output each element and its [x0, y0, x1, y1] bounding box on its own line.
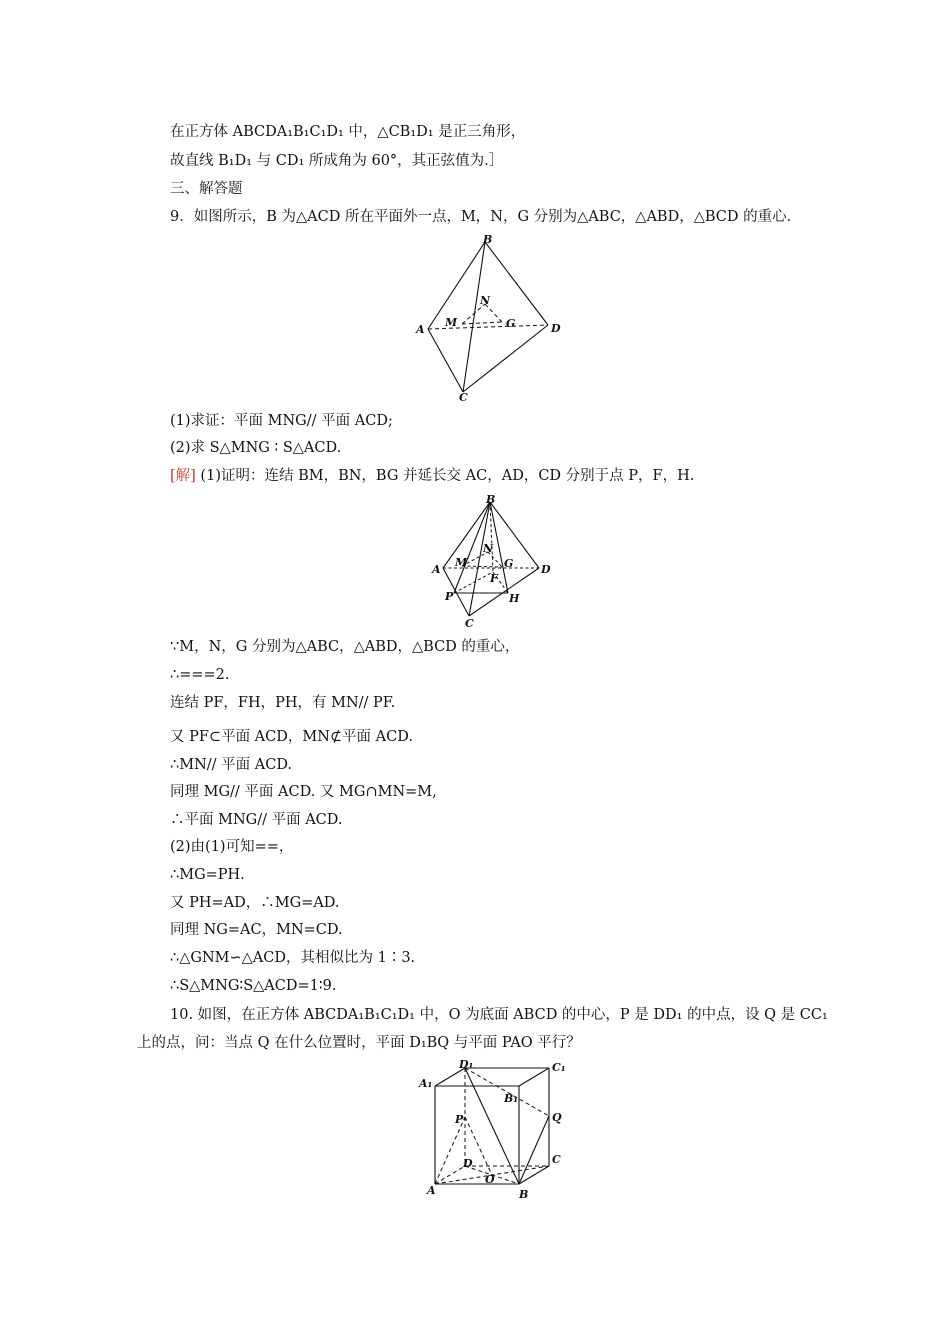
- fig3-label-A: A: [427, 1184, 436, 1197]
- fig1-label-G: G: [506, 317, 516, 330]
- proof-line-1: ∵M，N，G 分别为△ABC，△ABD，△BCD 的重心，: [170, 639, 520, 655]
- proof-line-12: ∴△GNM∽△ACD，其相似比为 1∶3.: [170, 950, 416, 966]
- proof-line-7: ∴平面 MNG// 平面 ACD.: [170, 812, 343, 828]
- figure-tetrahedron-1: [410, 232, 570, 407]
- fig2-label-A: A: [432, 563, 441, 576]
- solution-start: [170, 466, 694, 486]
- fig2-label-H: H: [509, 592, 520, 605]
- problem-10-line-2: 上的点，问：当点 Q 在什么位置时，平面 D₁BQ 与平面 PAO 平行？: [137, 1035, 581, 1051]
- fig2-label-G: G: [504, 557, 514, 570]
- figure-cube: [415, 1058, 575, 1203]
- proof-line-2: ∴===2.: [170, 667, 230, 683]
- fig1-label-C: C: [459, 391, 468, 404]
- proof-line-8: (2)由(1)可知==，: [170, 839, 294, 855]
- text-line-1: 在正方体 ABCDA₁B₁C₁D₁ 中，△CB₁D₁ 是正三角形，: [170, 124, 526, 140]
- fig1-label-A: A: [416, 323, 425, 336]
- fig3-label-A1: A₁: [419, 1077, 433, 1090]
- fig3-label-C: C: [552, 1153, 561, 1166]
- figure-tetrahedron-2: [428, 490, 558, 630]
- fig3-label-P: P: [455, 1113, 464, 1126]
- fig2-label-M: M: [455, 556, 468, 569]
- fig3-label-B: B: [519, 1188, 529, 1201]
- proof-line-3: 连结 PF，FH，PH，有 MN// PF.: [170, 695, 396, 711]
- solution-tag: [解]: [170, 468, 196, 484]
- proof-line-5: ∴MN// 平面 ACD.: [170, 757, 293, 773]
- proof-line-10: 又 PH=AD，∴MG=AD.: [170, 895, 340, 911]
- text-line-2: 故直线 B₁D₁ 与 CD₁ 所成角为 60°，其正弦值为.］: [170, 153, 504, 169]
- proof-line-4: 又 PF⊂平面 ACD，MN⊄平面 ACD.: [170, 729, 413, 745]
- fig3-label-O: O: [485, 1173, 495, 1186]
- fig2-label-F: F: [490, 572, 498, 585]
- question-1: (1)求证：平面 MNG// 平面 ACD;: [170, 413, 393, 429]
- fig3-label-B1: B₁: [504, 1092, 519, 1105]
- problem-10-line-1: 10. 如图，在正方体 ABCDA₁B₁C₁D₁ 中，O 为底面 ABCD 的中心，P 是 DD₁ 的中点，设 Q 是 CC₁: [170, 1007, 828, 1023]
- fig2-label-N: N: [483, 542, 494, 555]
- fig3-label-Q: Q: [552, 1111, 562, 1124]
- section-heading: 三、解答题: [170, 181, 243, 197]
- fig3-label-C1: C₁: [552, 1061, 566, 1074]
- fig3-label-D: D: [463, 1157, 473, 1170]
- solution-text: (1)证明：连结 BM，BN，BG 并延长交 AC，AD，CD 分别于点 P，F，H.: [195, 468, 695, 484]
- problem-9: 9．如图所示，B 为△ACD 所在平面外一点，M，N，G 分别为△ABC，△ABD，△BCD 的重心．: [170, 209, 802, 225]
- proof-line-9: ∴MG=PH.: [170, 867, 245, 883]
- fig2-label-P: P: [445, 590, 454, 603]
- fig2-label-C: C: [465, 617, 474, 630]
- proof-line-6: 同理 MG// 平面 ACD. 又 MG∩MN=M,: [170, 784, 437, 800]
- fig1-label-B: B: [483, 233, 493, 246]
- proof-line-13: ∴S△MNG∶S△ACD=1∶9.: [170, 978, 337, 994]
- fig2-label-D: D: [541, 563, 551, 576]
- fig2-label-B: B: [486, 493, 496, 506]
- proof-line-11: 同理 NG=AC，MN=CD.: [170, 922, 343, 938]
- fig3-label-D1: D₁: [459, 1058, 474, 1071]
- fig1-label-M: M: [445, 316, 458, 329]
- question-2: (2)求 S△MNG ∶ S△ACD.: [170, 440, 342, 456]
- fig1-label-D: D: [551, 322, 561, 335]
- fig1-label-N: N: [480, 294, 491, 307]
